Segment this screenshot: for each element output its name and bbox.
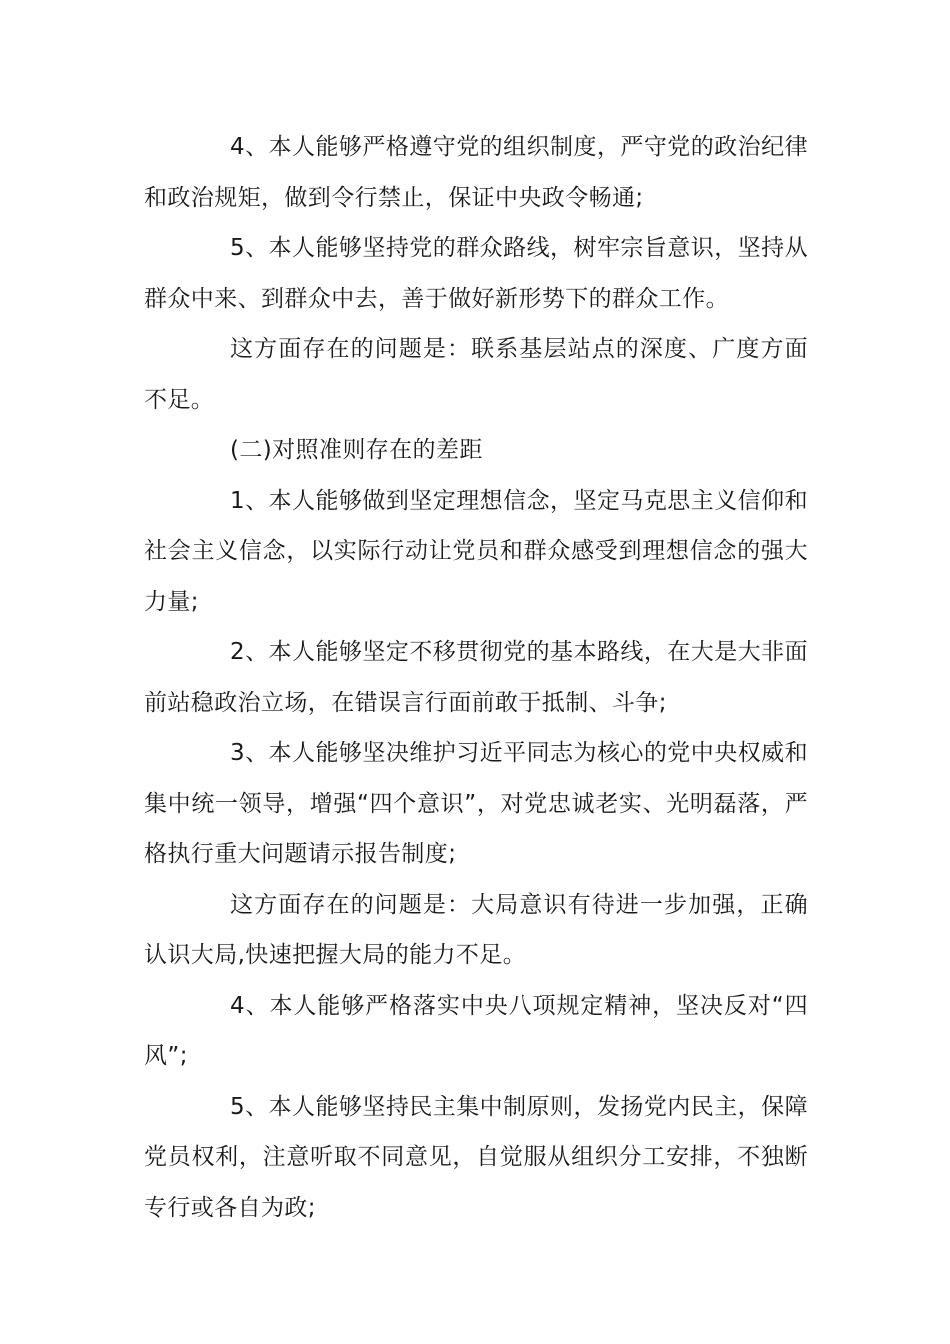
- section-heading: (二)对照准则存在的差距: [230, 437, 483, 463]
- paragraph: 这方面存在的问题是：联系基层站点的深度、广度方面不足。: [144, 336, 808, 413]
- paragraph: 4、本人能够严格遵守党的组织制度，严守党的政治纪律和政治规矩，做到令行禁止，保证中央政令畅通;: [144, 134, 808, 211]
- paragraph: 这方面存在的问题是：大局意识有待进一步加强，正确认识大局,快速把握大局的能力不足。: [144, 891, 808, 968]
- paragraph: 5、本人能够坚持民主集中制原则，发扬党内民主，保障党员权利，注意听取不同意见，自觉服从组织分工安排，不独断专行或各自为政;: [144, 1093, 808, 1221]
- paragraph: 2、本人能够坚定不移贯彻党的基本路线，在大是大非面前站稳政治立场，在错误言行面前敢于抵制、斗争;: [144, 639, 808, 716]
- paragraph: 5、本人能够坚持党的群众路线，树牢宗旨意识，坚持从群众中来、到群众中去，善于做好新形势下的群众工作。: [144, 235, 808, 312]
- document-body: [144, 122, 808, 1233]
- paragraph: 4、本人能够严格落实中央八项规定精神，坚决反对“四风”;: [144, 992, 808, 1069]
- paragraph: 1、本人能够做到坚定理想信念，坚定马克思主义信仰和社会主义信念，以实际行动让党员和群众感受到理想信念的强大力量;: [144, 487, 808, 615]
- paragraph: 3、本人能够坚决维护习近平同志为核心的党中央权威和集中统一领导，增强“四个意识”，对党忠诚老实、光明磊落，严格执行重大问题请示报告制度;: [144, 740, 808, 867]
